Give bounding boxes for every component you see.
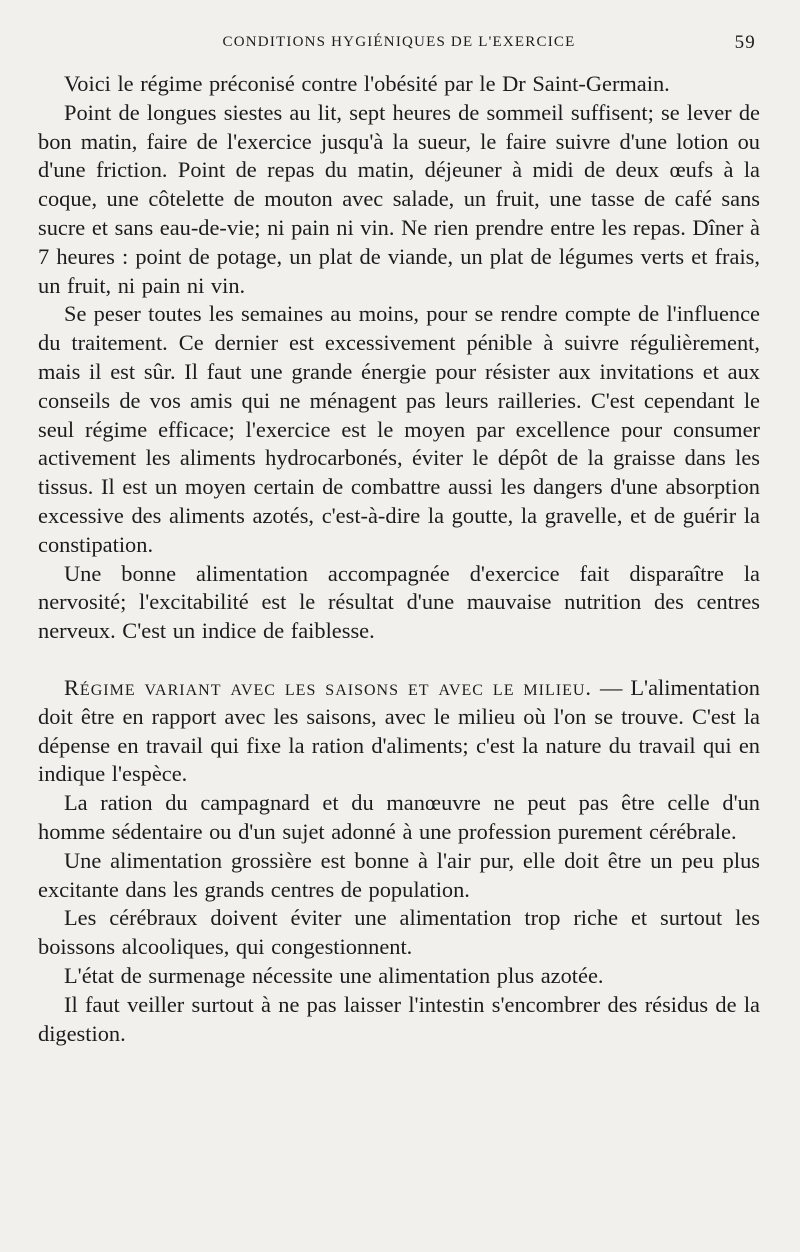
paragraph: L'état de surmenage nécessite une alimentation plus azotée. <box>64 962 604 988</box>
page-number: 59 <box>734 32 756 53</box>
section-regime-saisons <box>38 674 760 1048</box>
section-lead-paragraph <box>38 674 760 789</box>
paragraph: Se peser toutes les semaines au moins, pour se rendre compte de l'influence du traitement. Ce dernier est excessivement pénible à suivre régulièrement, mais il est sûr. Il faut une grande énergie pour résister aux invitations et aux conseils de vos amis qui ne ménagent pas leurs railleries. C'est cependant le seul régime efficace; l'exercice est le moyen par excellence pour consumer activement les aliments hydrocarbonés, éviter le dépôt de la graisse dans les tissus. Il est un moyen certain de combattre aussi les dangers d'une absorption excessive des aliments azotés, c'est-à-dire la goutte, la gravelle, et de guérir la constipation. <box>38 301 760 557</box>
paragraph: Il faut veiller surtout à ne pas laisser l'intestin s'encombrer des résidus de la digestion. <box>38 991 760 1046</box>
paragraph: Voici le régime préconisé contre l'obésité par le Dr Saint-Germain. <box>64 71 670 96</box>
section-dash: — <box>592 674 631 700</box>
paragraph: Une bonne alimentation accompagnée d'exercice fait disparaître la nervosité; l'excitabilité est le résultat d'une mauvaise nutrition des centres nerveux. C'est un indice de faiblesse. <box>38 560 760 644</box>
running-title: CONDITIONS HYGIÉNIQUES DE L'EXERCICE <box>222 34 576 50</box>
paragraph: Point de longues siestes au lit, sept heures de sommeil suffisent; se lever de bon matin, faire de l'exercice jusqu'à la sueur, le faire suivre d'une lotion ou d'une friction. Point de repas du matin, déjeuner à midi de deux œufs à la coque, une côtelette de mouton avec salade, un fruit, une tasse de café sans sucre et sans eau-de-vie; ni pain ni vin. Ne rien prendre entre les repas. Dîner à 7 heures : point de potage, un plat de viande, un plat de légumes verts et frais, un fruit, ni pain ni vin. <box>38 99 760 298</box>
book-page <box>38 28 760 1048</box>
paragraph: La ration du campagnard et du manœuvre ne peut pas être celle d'un homme sédentaire ou d'un sujet adonné à une profession purement cérébrale. <box>38 790 760 844</box>
section-lead-text: L'alimentation doit être en rapport avec les saisons, avec le milieu où l'on se trouve. C'est la dépense en travail qui fixe la ration d'aliments; c'est la nature du travail qui en indique l'espèce. <box>38 674 760 787</box>
running-head <box>38 28 760 60</box>
section-heading: Régime variant avec les saisons et avec le milieu. <box>64 674 593 700</box>
paragraph: Les cérébraux doivent éviter une alimentation trop riche et surtout les boissons alcooliques, qui congestionnent. <box>38 905 760 960</box>
body-text <box>38 70 760 1048</box>
paragraph: Une alimentation grossière est bonne à l'air pur, elle doit être un peu plus excitante dans les grands centres de population. <box>38 847 760 902</box>
